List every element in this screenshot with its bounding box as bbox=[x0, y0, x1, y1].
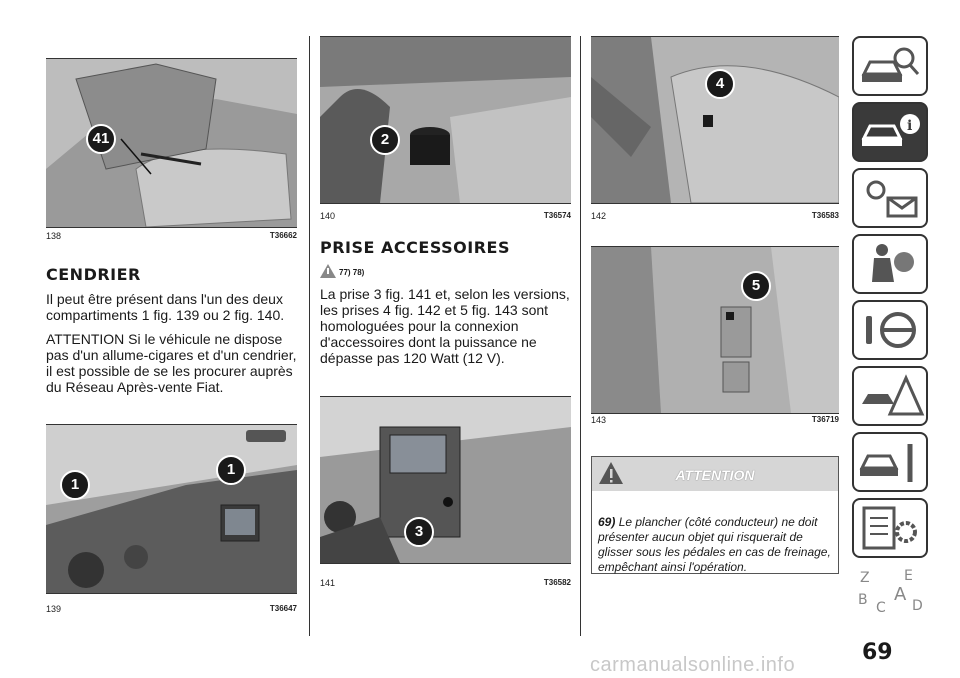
figure-142-caption bbox=[591, 211, 839, 221]
figure-141 bbox=[320, 396, 571, 564]
column-divider bbox=[580, 36, 581, 636]
steering-wheel-icon bbox=[854, 302, 926, 358]
figure-number: 142 bbox=[591, 211, 607, 221]
svg-text:Z: Z bbox=[860, 570, 870, 586]
page-number: 69 bbox=[862, 640, 893, 665]
callout-badge: 1 bbox=[60, 470, 90, 500]
car-wrench-icon bbox=[854, 434, 926, 490]
figure-138-illustration bbox=[46, 59, 297, 227]
callout-badge: 41 bbox=[86, 124, 116, 154]
figure-138-caption bbox=[46, 231, 297, 241]
figure-141-illustration bbox=[320, 397, 571, 563]
tab-starting-driving[interactable] bbox=[852, 300, 928, 360]
figure-143 bbox=[591, 246, 839, 414]
figure-number: 143 bbox=[591, 415, 607, 425]
tab-warning-lights[interactable] bbox=[852, 168, 928, 228]
figure-code: T36662 bbox=[269, 231, 297, 240]
tab-emergency[interactable] bbox=[852, 366, 928, 426]
callout-badge: 1 bbox=[216, 455, 246, 485]
figure-number: 140 bbox=[320, 211, 336, 221]
tab-technical-data[interactable] bbox=[852, 498, 928, 558]
svg-text:E: E bbox=[904, 568, 913, 584]
svg-text:i: i bbox=[907, 118, 913, 134]
airbag-icon bbox=[854, 236, 926, 292]
figure-139-illustration bbox=[46, 425, 297, 593]
figure-number: 139 bbox=[46, 604, 62, 614]
prise-paragraph: La prise 3 fig. 141 et, selon les versions, les prises 4 fig. 142 et 5 fig. 143 sont homologuées pour la connexion d'accessoires dont la puissance ne dépasse pas 120 Watt (12 V). bbox=[320, 286, 570, 366]
figure-139 bbox=[46, 424, 297, 594]
figure-138 bbox=[46, 58, 297, 228]
callout-badge: 3 bbox=[404, 517, 434, 547]
figure-140 bbox=[320, 36, 571, 204]
figure-143-illustration bbox=[591, 247, 839, 413]
figure-number: 138 bbox=[46, 231, 62, 241]
warning-icon bbox=[320, 264, 336, 283]
prise-refs: 77) 78) bbox=[339, 268, 365, 277]
figure-141-caption bbox=[320, 578, 571, 588]
tab-maintenance[interactable] bbox=[852, 432, 928, 492]
warning-ref: 69) bbox=[598, 515, 616, 529]
figure-number: 141 bbox=[320, 578, 336, 588]
warning-header bbox=[592, 457, 838, 491]
tab-getting-to-know[interactable] bbox=[852, 102, 928, 162]
figure-143-caption bbox=[591, 415, 839, 425]
figure-code: T36582 bbox=[543, 578, 571, 587]
figure-140-caption bbox=[320, 211, 571, 221]
cendrier-heading: CENDRIER bbox=[46, 265, 141, 284]
figure-code: T36574 bbox=[543, 211, 571, 220]
svg-text:D: D bbox=[912, 598, 923, 614]
tab-safety[interactable] bbox=[852, 234, 928, 294]
svg-text:B: B bbox=[858, 592, 868, 608]
car-info-icon bbox=[854, 104, 926, 160]
column-divider bbox=[309, 36, 310, 636]
figure-142 bbox=[591, 36, 839, 204]
watermark: carmanualsonline.info bbox=[590, 654, 796, 676]
car-magnifier-icon bbox=[854, 38, 926, 94]
warning-box bbox=[591, 456, 839, 574]
svg-text:C: C bbox=[876, 600, 886, 616]
tab-index[interactable] bbox=[852, 564, 928, 624]
figure-code: T36583 bbox=[811, 211, 839, 220]
emergency-triangle-icon bbox=[854, 368, 926, 424]
figure-139-caption bbox=[46, 604, 297, 614]
alphabet-index-icon bbox=[852, 564, 924, 620]
figure-code: T36647 bbox=[269, 604, 297, 613]
figure-140-illustration bbox=[320, 37, 571, 203]
document-gear-icon bbox=[854, 500, 926, 556]
cendrier-paragraph-1: Il peut être présent dans l'un des deux compartiments 1 fig. 139 ou 2 fig. 140. bbox=[46, 291, 285, 323]
callout-badge: 2 bbox=[370, 125, 400, 155]
warning-light-envelope-icon bbox=[854, 170, 926, 226]
callout-badge: 4 bbox=[705, 69, 735, 99]
warning-body: Le plancher (côté conducteur) ne doit présenter aucun objet qui risquerait de glisser sous les pédales en cas de freinage, empêchant ainsi l'opération. bbox=[598, 515, 831, 574]
callout-badge: 5 bbox=[741, 271, 771, 301]
cendrier-paragraph-2: ATTENTION Si le véhicule ne dispose pas d'un allume-cigares et d'un cendrier, il est possible de se les procurer auprès du Réseau Après-vente Fiat. bbox=[46, 331, 297, 395]
prise-heading: PRISE ACCESSOIRES bbox=[320, 238, 510, 257]
figure-code: T36719 bbox=[811, 415, 839, 424]
svg-text:A: A bbox=[894, 584, 907, 605]
warning-text bbox=[598, 515, 836, 575]
warning-title: ATTENTION bbox=[675, 467, 755, 483]
figure-142-illustration bbox=[591, 37, 839, 203]
tab-dashboard-knowledge[interactable] bbox=[852, 36, 928, 96]
